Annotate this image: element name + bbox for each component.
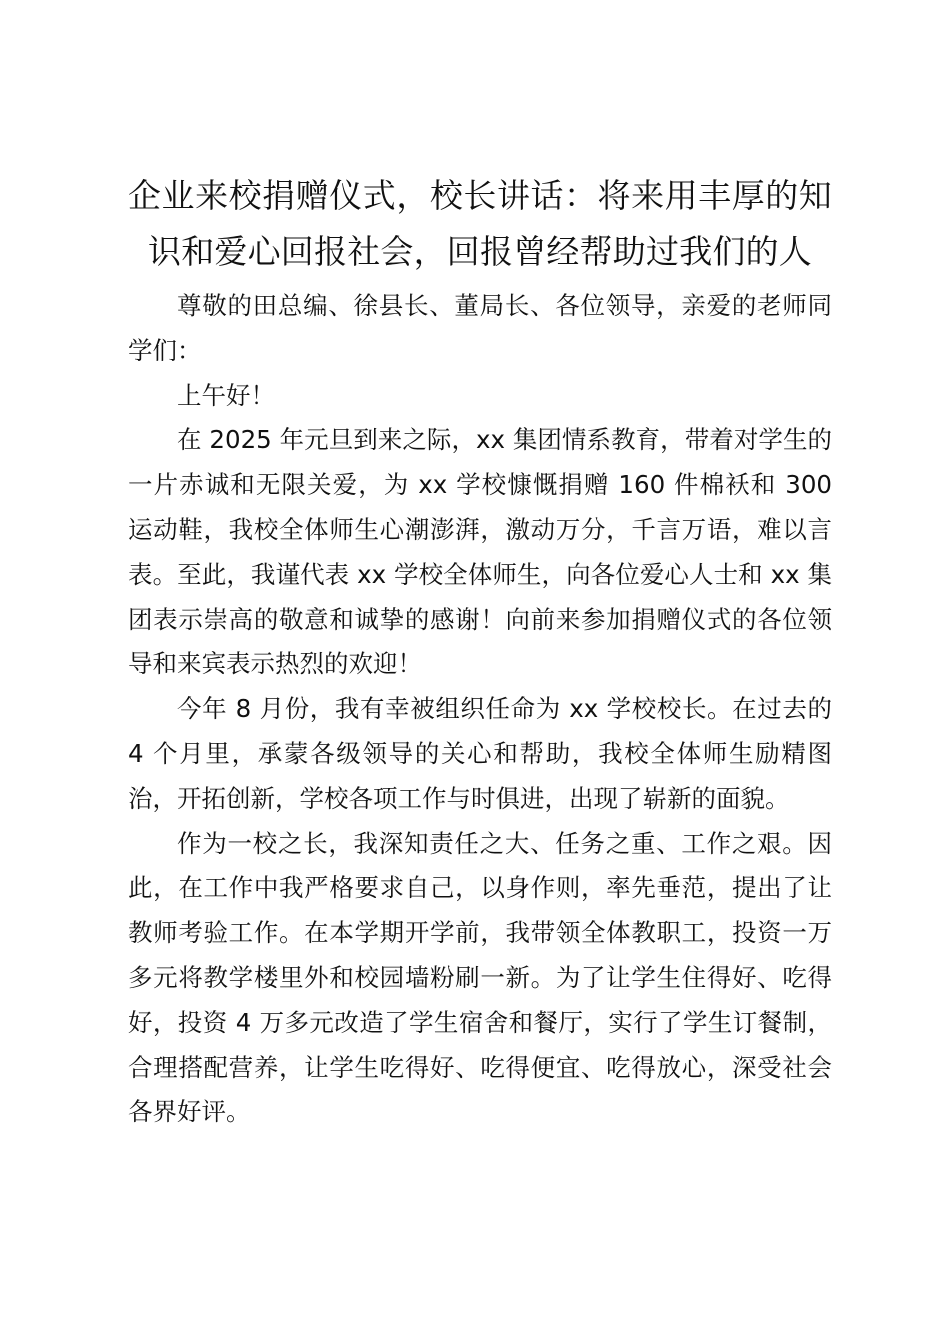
- body-paragraph: 在 2025 年元旦到来之际，xx 集团情系教育，带着对学生的一片赤诚和无限关爱，为 xx 学校慷慨捐赠 160 件棉袄和 300 运动鞋，我校全体师生心潮澎湃，激动万分，千言万语，难以言表。至此，我谨代表 xx 学校全体师生，向各位爱心人士和 xx 集团表示崇高的敬意和诚挚的感谢！向前来参加捐赠仪式的各位领导和来宾表示热烈的欢迎！: [128, 425, 832, 679]
- body-paragraph: 作为一校之长，我深知责任之大、任务之重、工作之艰。因此，在工作中我严格要求自己，以身作则，率先垂范，提出了让教师考验工作。在本学期开学前，我带领全体教职工，投资一万多元将教学楼里外和校园墙粉刷一新。为了让学生住得好、吃得好，投资 4 万多元改造了学生宿舍和餐厅，实行了学生订餐制，合理搭配营养，让学生吃得好、吃得便宜、吃得放心，深受社会各界好评。: [128, 828, 832, 1127]
- document-body: [128, 284, 832, 1135]
- document-title: 企业来校捐赠仪式，校长讲话：将来用丰厚的知识和爱心回报社会，回报曾经帮助过我们的人: [128, 176, 832, 271]
- salutation-paragraph: 尊敬的田总编、徐县长、董局长、各位领导，亲爱的老师同学们：: [128, 291, 832, 365]
- greeting-paragraph: 上午好！: [177, 380, 275, 410]
- document-page: [128, 168, 832, 1135]
- body-paragraph: 今年 8 月份，我有幸被组织任命为 xx 学校校长。在过去的 4 个月里，承蒙各级领导的关心和帮助，我校全体师生励精图治，开拓创新，学校各项工作与时俱进，出现了崭新的面貌。: [128, 694, 832, 813]
